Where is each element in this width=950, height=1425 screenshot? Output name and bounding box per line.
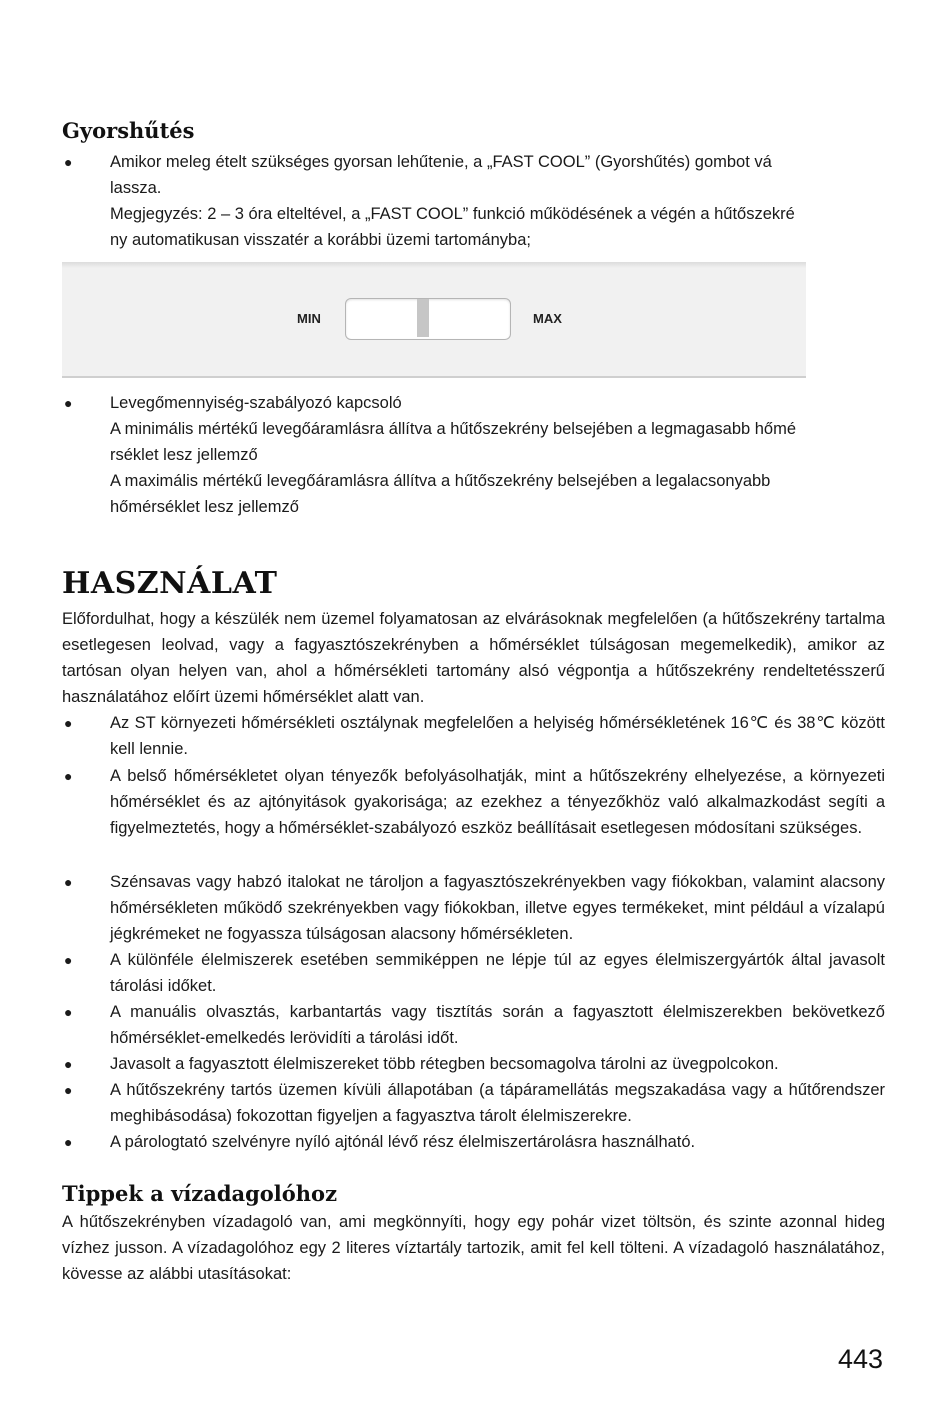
air-flow-slider-knob xyxy=(417,299,429,337)
bullet-icon: ● xyxy=(64,154,73,170)
fast-cool-line-4: ny automatikusan visszatér a korábbi üzemi tartományba; xyxy=(110,231,531,249)
page-number: 443 xyxy=(838,1344,884,1374)
fast-cool-line-2: lassza. xyxy=(110,179,162,197)
section-title-gyorshutes: Gyorshűtés xyxy=(62,118,195,143)
fast-cool-line-1: Amikor meleg ételt szükséges gyorsan lehűtenie, a „FAST COOL” (Gyorshűtés) gombot vá xyxy=(110,153,772,171)
fast-cool-line-3: Megjegyzés: 2 – 3 óra elteltével, a „FAST COOL” funkció működésének a végén a hűtőszekré xyxy=(110,205,795,223)
hasznalat-bullet-8: A párologtató szelvényre nyíló ajtónál lévő rész élelmiszertárolásra használható. xyxy=(110,1133,696,1151)
bullet-icon: ● xyxy=(64,1134,73,1150)
hasznalat-bullet-2: A belső hőmérsékletet olyan tényezők befolyásolhatják, mint a hűtőszekrény elhelyezése, a környezeti hőmérséklet és az ajtónyitások gyakorisága; az ezekhez a tényezőkhöz való alkalmazkodást segíti a figyelmeztetés, hogy a hőmérséklet-szabályozó eszköz beállításait esetlegesen módosítani szükséges. xyxy=(110,767,885,837)
hasznalat-intro: Előfordulhat, hogy a készülék nem üzemel folyamatosan az elvárásoknak megfelelően (a hűtőszekrény tartalma esetlegesen leolvad, vagy a fagyasztószekrényben a hőmérséklet túlságosan megemelkedik), amikor az tartósan olyan helyen van, ahol a hőmérsékleti tartomány alsó végpontja a hűtőszekrény rendeltetésszerű használatához előírt üzemi hőmérséklet alatt van. xyxy=(62,610,885,706)
hasznalat-bullet-4: A különféle élelmiszerek esetében semmiképpen ne lépje túl az egyes élelmiszergyártók által javasolt tárolási időket. xyxy=(110,951,885,995)
hasznalat-bullet-6: Javasolt a fagyasztott élelmiszereket több rétegben becsomagolva tárolni az üvegpolcokon. xyxy=(110,1055,779,1073)
hasznalat-bullet-7: A hűtőszekrény tartós üzemen kívüli állapotában (a tápáramellátás megszakadása vagy a hűtőrendszer meghibásodása) fokozottan figyeljen a fagyasztva tárolt élelmiszerekre. xyxy=(110,1081,885,1125)
section-title-tippek: Tippek a vízadagolóhoz xyxy=(62,1181,337,1206)
air-control-line-4: A maximális mértékű levegőáramlásra állítva a hűtőszekrény belsejében a legalacsonyabb xyxy=(110,472,771,490)
bullet-icon: ● xyxy=(64,1082,73,1098)
hasznalat-bullet-3: Szénsavas vagy habzó italokat ne tároljon a fagyasztószekrényekben vagy fiókokban, valamint alacsony hőmérsékleten működő szekrényekben vagy fiókokban, illetve egyes termékeket, mint például a vízalapú jégkrémeket ne fogyassza túlságosan alacsony hőmérsékleten. xyxy=(110,873,885,943)
bullet-icon: ● xyxy=(64,1056,73,1072)
bullet-icon: ● xyxy=(64,395,73,411)
bullet-icon: ● xyxy=(64,1004,73,1020)
section-title-hasznalat: HASZNÁLAT xyxy=(62,566,278,601)
min-label: MIN xyxy=(297,311,321,326)
tippek-text: A hűtőszekrényben vízadagoló van, ami megkönnyíti, hogy egy pohár vizet töltsön, és szinte azonnal hideg vízhez jusson. A vízadagolóhoz egy 2 literes víztartály tartozik, amit fel kell tölteni. A vízadagoló használatához, kövesse az alábbi utasításokat: xyxy=(62,1213,885,1283)
hasznalat-bullet-1: Az ST környezeti hőmérsékleti osztálynak megfelelően a helyiség hőmérsékletének 16℃ és 38℃ között kell lennie. xyxy=(110,714,885,758)
air-control-line-2: A minimális mértékű levegőáramlásra állítva a hűtőszekrény belsejében a legmagasabb hőmé xyxy=(110,420,797,438)
bullet-icon: ● xyxy=(64,952,73,968)
bullet-icon: ● xyxy=(64,715,73,731)
air-control-line-5: hőmérséklet lesz jellemző xyxy=(110,498,299,516)
max-label: MAX xyxy=(533,311,562,326)
bullet-icon: ● xyxy=(64,874,73,890)
bullet-icon: ● xyxy=(64,768,73,784)
hasznalat-bullet-5: A manuális olvasztás, karbantartás vagy tisztítás során a fagyasztott élelmiszerekben bekövetkező hőmérséklet-emelkedés lerövidíti a tárolási időt. xyxy=(110,1003,885,1047)
air-control-line-3: rséklet lesz jellemző xyxy=(110,446,258,464)
air-control-line-1: Levegőmennyiség-szabályozó kapcsoló xyxy=(110,394,402,412)
